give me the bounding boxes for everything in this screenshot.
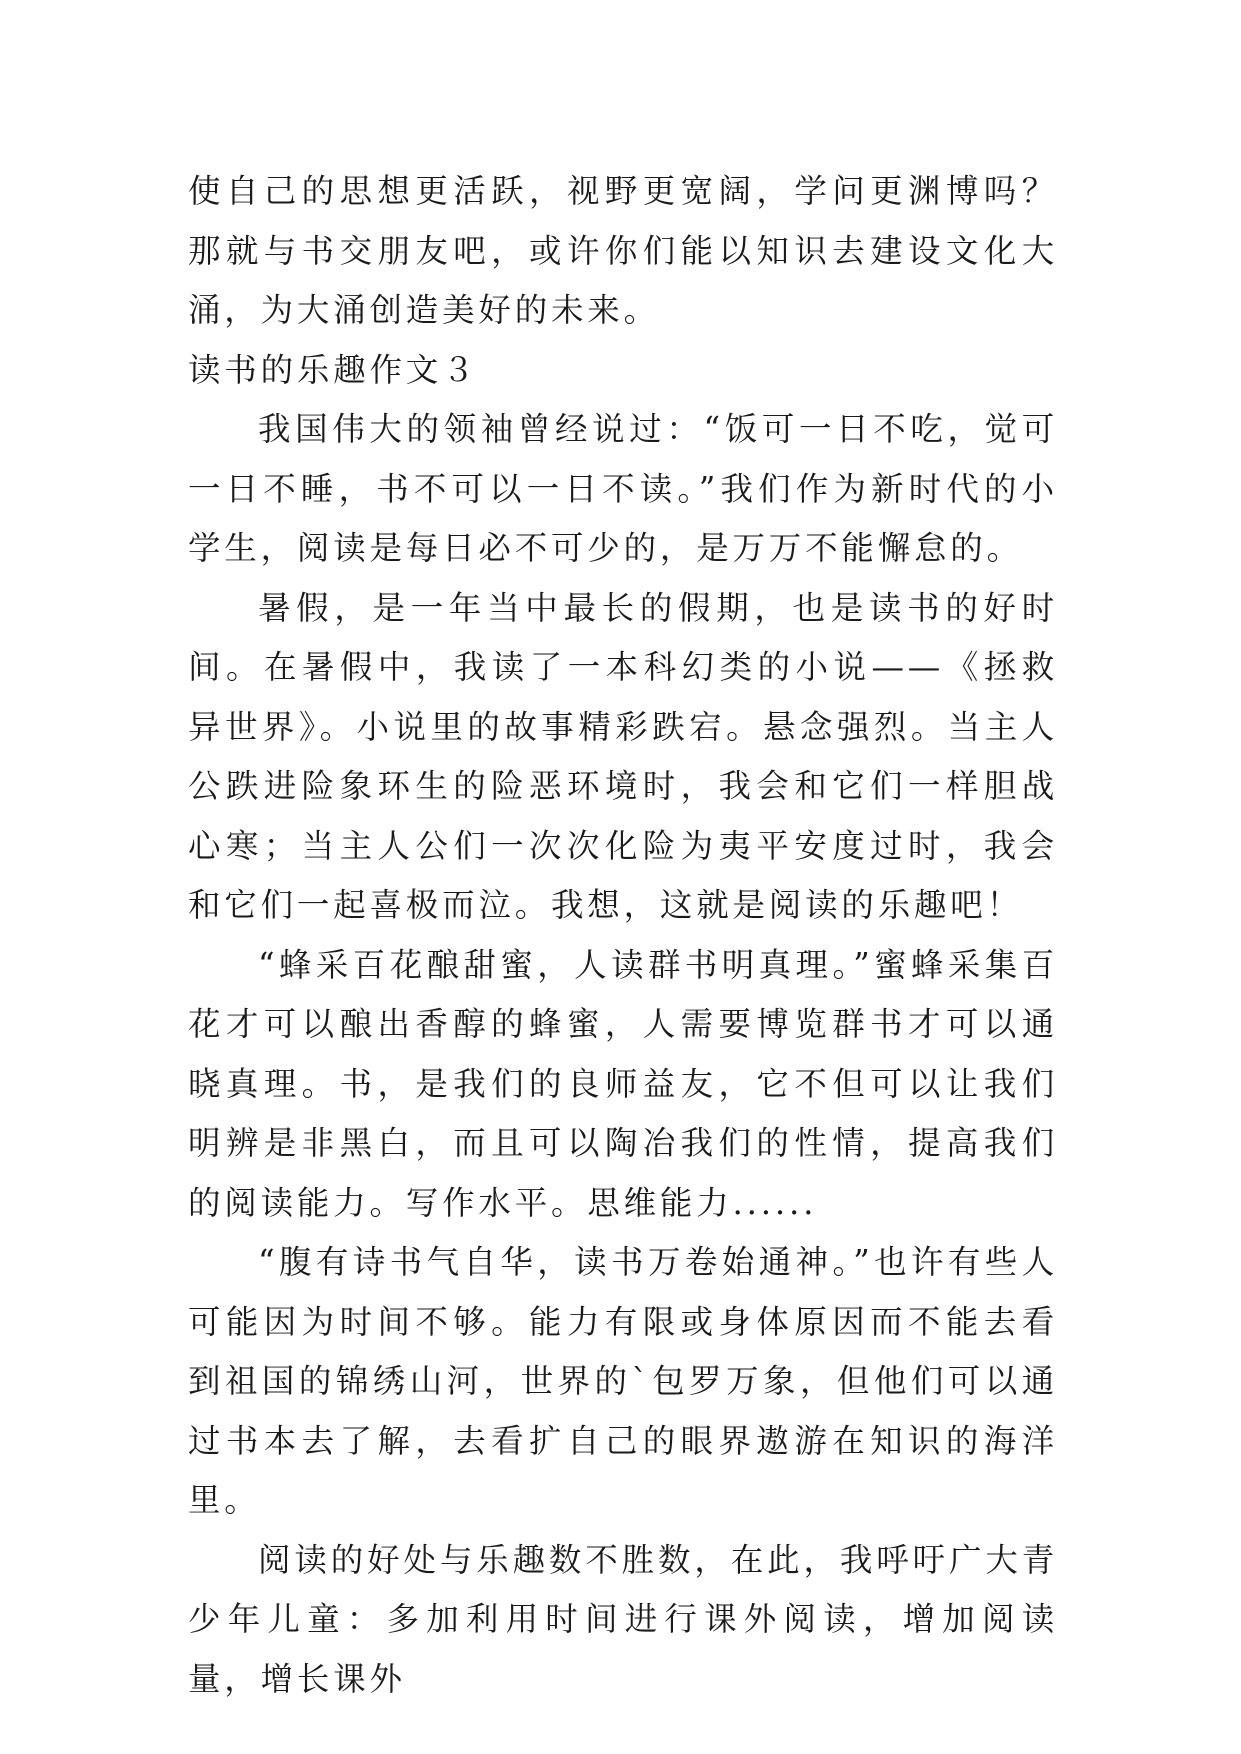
section-heading: 读书的乐趣作文３ [188,350,479,389]
paragraph-5: 阅读的好处与乐趣数不胜数，在此，我呼吁广大青少年儿童：多加利用时间进行课外阅读，增加阅读量，增长课外 [188,1540,1058,1698]
paragraph-3: “蜂采百花酿甜蜜，人读群书明真理。”蜜蜂采集百花才可以酿出香醇的蜂蜜，人需要博览群书才可以通晓真理。书，是我们的良师益友，它不但可以让我们明辨是非黑白，而且可以陶冶我们的性情，提高我们的阅读能力。写作水平。思维能力...... [188,945,1058,1222]
document-page [188,162,1058,1709]
paragraph-1: 我国伟大的领袖曾经说过：“饭可一日不吃，觉可一日不睡，书不可以一日不读。”我们作为新时代的小学生，阅读是每日必不可少的，是万万不能懈怠的。 [188,410,1058,567]
continuation-paragraph: 使自己的思想更活跃，视野更宽阔，学问更渊博吗？那就与书交朋友吧，或许你们能以知识去建设文化大涌，为大涌创造美好的未来。 [188,172,1058,329]
paragraph-4: “腹有诗书气自华，读书万卷始通神。”也许有些人可能因为时间不够。能力有限或身体原因而不能去看到祖国的锦绣山河，世界的`包罗万象，但他们可以通过书本去了解，去看扩自己的眼界遨游在知识的海洋里。 [188,1243,1058,1519]
paragraph-2: 暑假，是一年当中最长的假期，也是读书的好时间。在暑假中，我读了一本科幻类的小说——《拯救异世界》。小说里的故事精彩跌宕。悬念强烈。当主人公跌进险象环生的险恶环境时，我会和它们一样胆战心寒；当主人公们一次次化险为夷平安度过时，我会和它们一起喜极而泣。我想，这就是阅读的乐趣吧！ [188,588,1058,924]
